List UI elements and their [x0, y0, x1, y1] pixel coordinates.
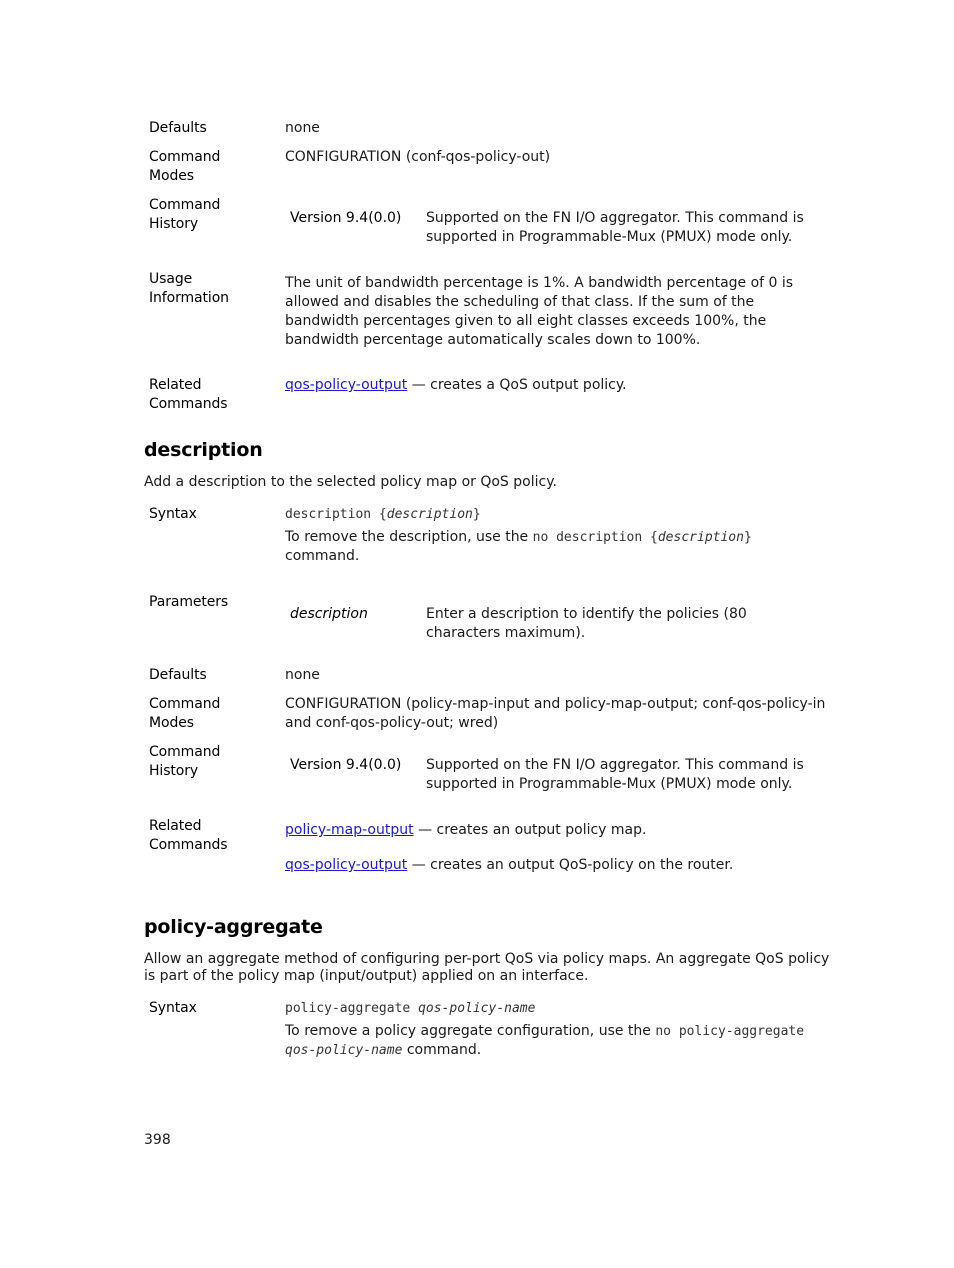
syntax-argument: qos-policy-name [418, 1001, 536, 1016]
defaults-value: none [285, 120, 320, 136]
usage-information-label [149, 270, 229, 308]
related-command-entry [285, 821, 830, 840]
syntax-keyword: policy-aggregate [285, 1001, 419, 1016]
syntax-argument: description [386, 507, 473, 522]
remove-brace: } [743, 530, 752, 545]
label-line: Modes [149, 715, 194, 731]
syntax-label: Syntax [149, 1000, 197, 1016]
related-command-text: — creates a QoS output policy. [407, 377, 627, 393]
section-title-description: description [144, 439, 263, 461]
defaults-label: Defaults [149, 667, 207, 683]
label-line: Command [149, 744, 221, 760]
syntax-command [285, 505, 830, 524]
label-line: Command [149, 696, 221, 712]
command-modes-label [149, 695, 220, 733]
command-modes-label [149, 148, 220, 186]
section-title-policy-aggregate: policy-aggregate [144, 916, 323, 938]
related-command-text: — creates an output QoS-policy on the router. [407, 857, 734, 873]
history-version: Version 9.4(0.0) [290, 210, 402, 226]
parameter-name: description [290, 606, 368, 622]
label-line: Usage [149, 271, 193, 287]
remove-text: To remove the description, use the [285, 529, 533, 545]
label-line: Related [149, 377, 202, 393]
history-version: Version 9.4(0.0) [290, 757, 402, 773]
page-number: 398 [144, 1132, 171, 1148]
syntax-label: Syntax [149, 506, 197, 522]
label-line: Related [149, 818, 202, 834]
syntax-remove-note [285, 528, 785, 566]
defaults-value: none [285, 667, 320, 683]
remove-argument: description [657, 530, 744, 545]
policy-map-output-link[interactable]: policy-map-output [285, 822, 414, 838]
syntax-command [285, 999, 830, 1018]
remove-keyword: no policy-aggregate [655, 1024, 805, 1039]
qos-policy-output-link[interactable]: qos-policy-output [285, 857, 408, 873]
related-command-entry [285, 856, 830, 875]
remove-argument: qos-policy-name [285, 1043, 403, 1058]
related-command-entry [285, 376, 830, 395]
syntax-keyword: description { [285, 507, 387, 522]
remove-text: To remove a policy aggregate configuration, use the [285, 1023, 656, 1039]
history-description: Supported on the FN I/O aggregator. This command is supported in Programmable-Mux (PMUX) mode only. [426, 757, 804, 792]
related-command-text: — creates an output policy map. [413, 822, 647, 838]
label-line: Modes [149, 168, 194, 184]
defaults-label: Defaults [149, 120, 207, 136]
command-history-label [149, 743, 220, 781]
history-description: Supported on the FN I/O aggregator. This command is supported in Programmable-Mux (PMUX) mode only. [426, 210, 804, 245]
syntax-brace: } [472, 507, 481, 522]
related-commands-label [149, 817, 227, 855]
related-commands-label [149, 376, 227, 414]
parameters-label: Parameters [149, 594, 229, 610]
section-intro: Allow an aggregate method of configuring per-port QoS via policy maps. An aggregate QoS policy is part of the policy map (input/output) applied on an interface. [144, 951, 830, 984]
label-line: Information [149, 290, 229, 306]
command-modes-value: CONFIGURATION (policy-map-input and policy-map-output; conf-qos-policy-in and conf-qos-policy-out; wred) [285, 696, 826, 731]
qos-policy-output-link[interactable]: qos-policy-output [285, 377, 408, 393]
usage-information-text: The unit of bandwidth percentage is 1%. A bandwidth percentage of 0 is allowed and disables the scheduling of that class. If the sum of the bandwidth percentages given to all eight classes exceeds 100%, the bandwidth percentage automatically scales down to 100%. [285, 275, 794, 348]
label-line: History [149, 763, 199, 779]
command-history-label [149, 196, 220, 234]
syntax-remove-note [285, 1022, 815, 1060]
section-intro: Add a description to the selected policy map or QoS policy. [144, 474, 557, 490]
label-line: Command [149, 149, 221, 165]
remove-text-end: command. [402, 1042, 482, 1058]
label-line: Command [149, 197, 221, 213]
remove-keyword: no description { [532, 530, 658, 545]
label-line: Commands [149, 396, 228, 412]
command-modes-value: CONFIGURATION (conf-qos-policy-out) [285, 149, 551, 165]
label-line: Commands [149, 837, 228, 853]
label-line: History [149, 216, 199, 232]
remove-text-end: command. [285, 548, 360, 564]
parameter-description: Enter a description to identify the policies (80 characters maximum). [426, 606, 747, 641]
